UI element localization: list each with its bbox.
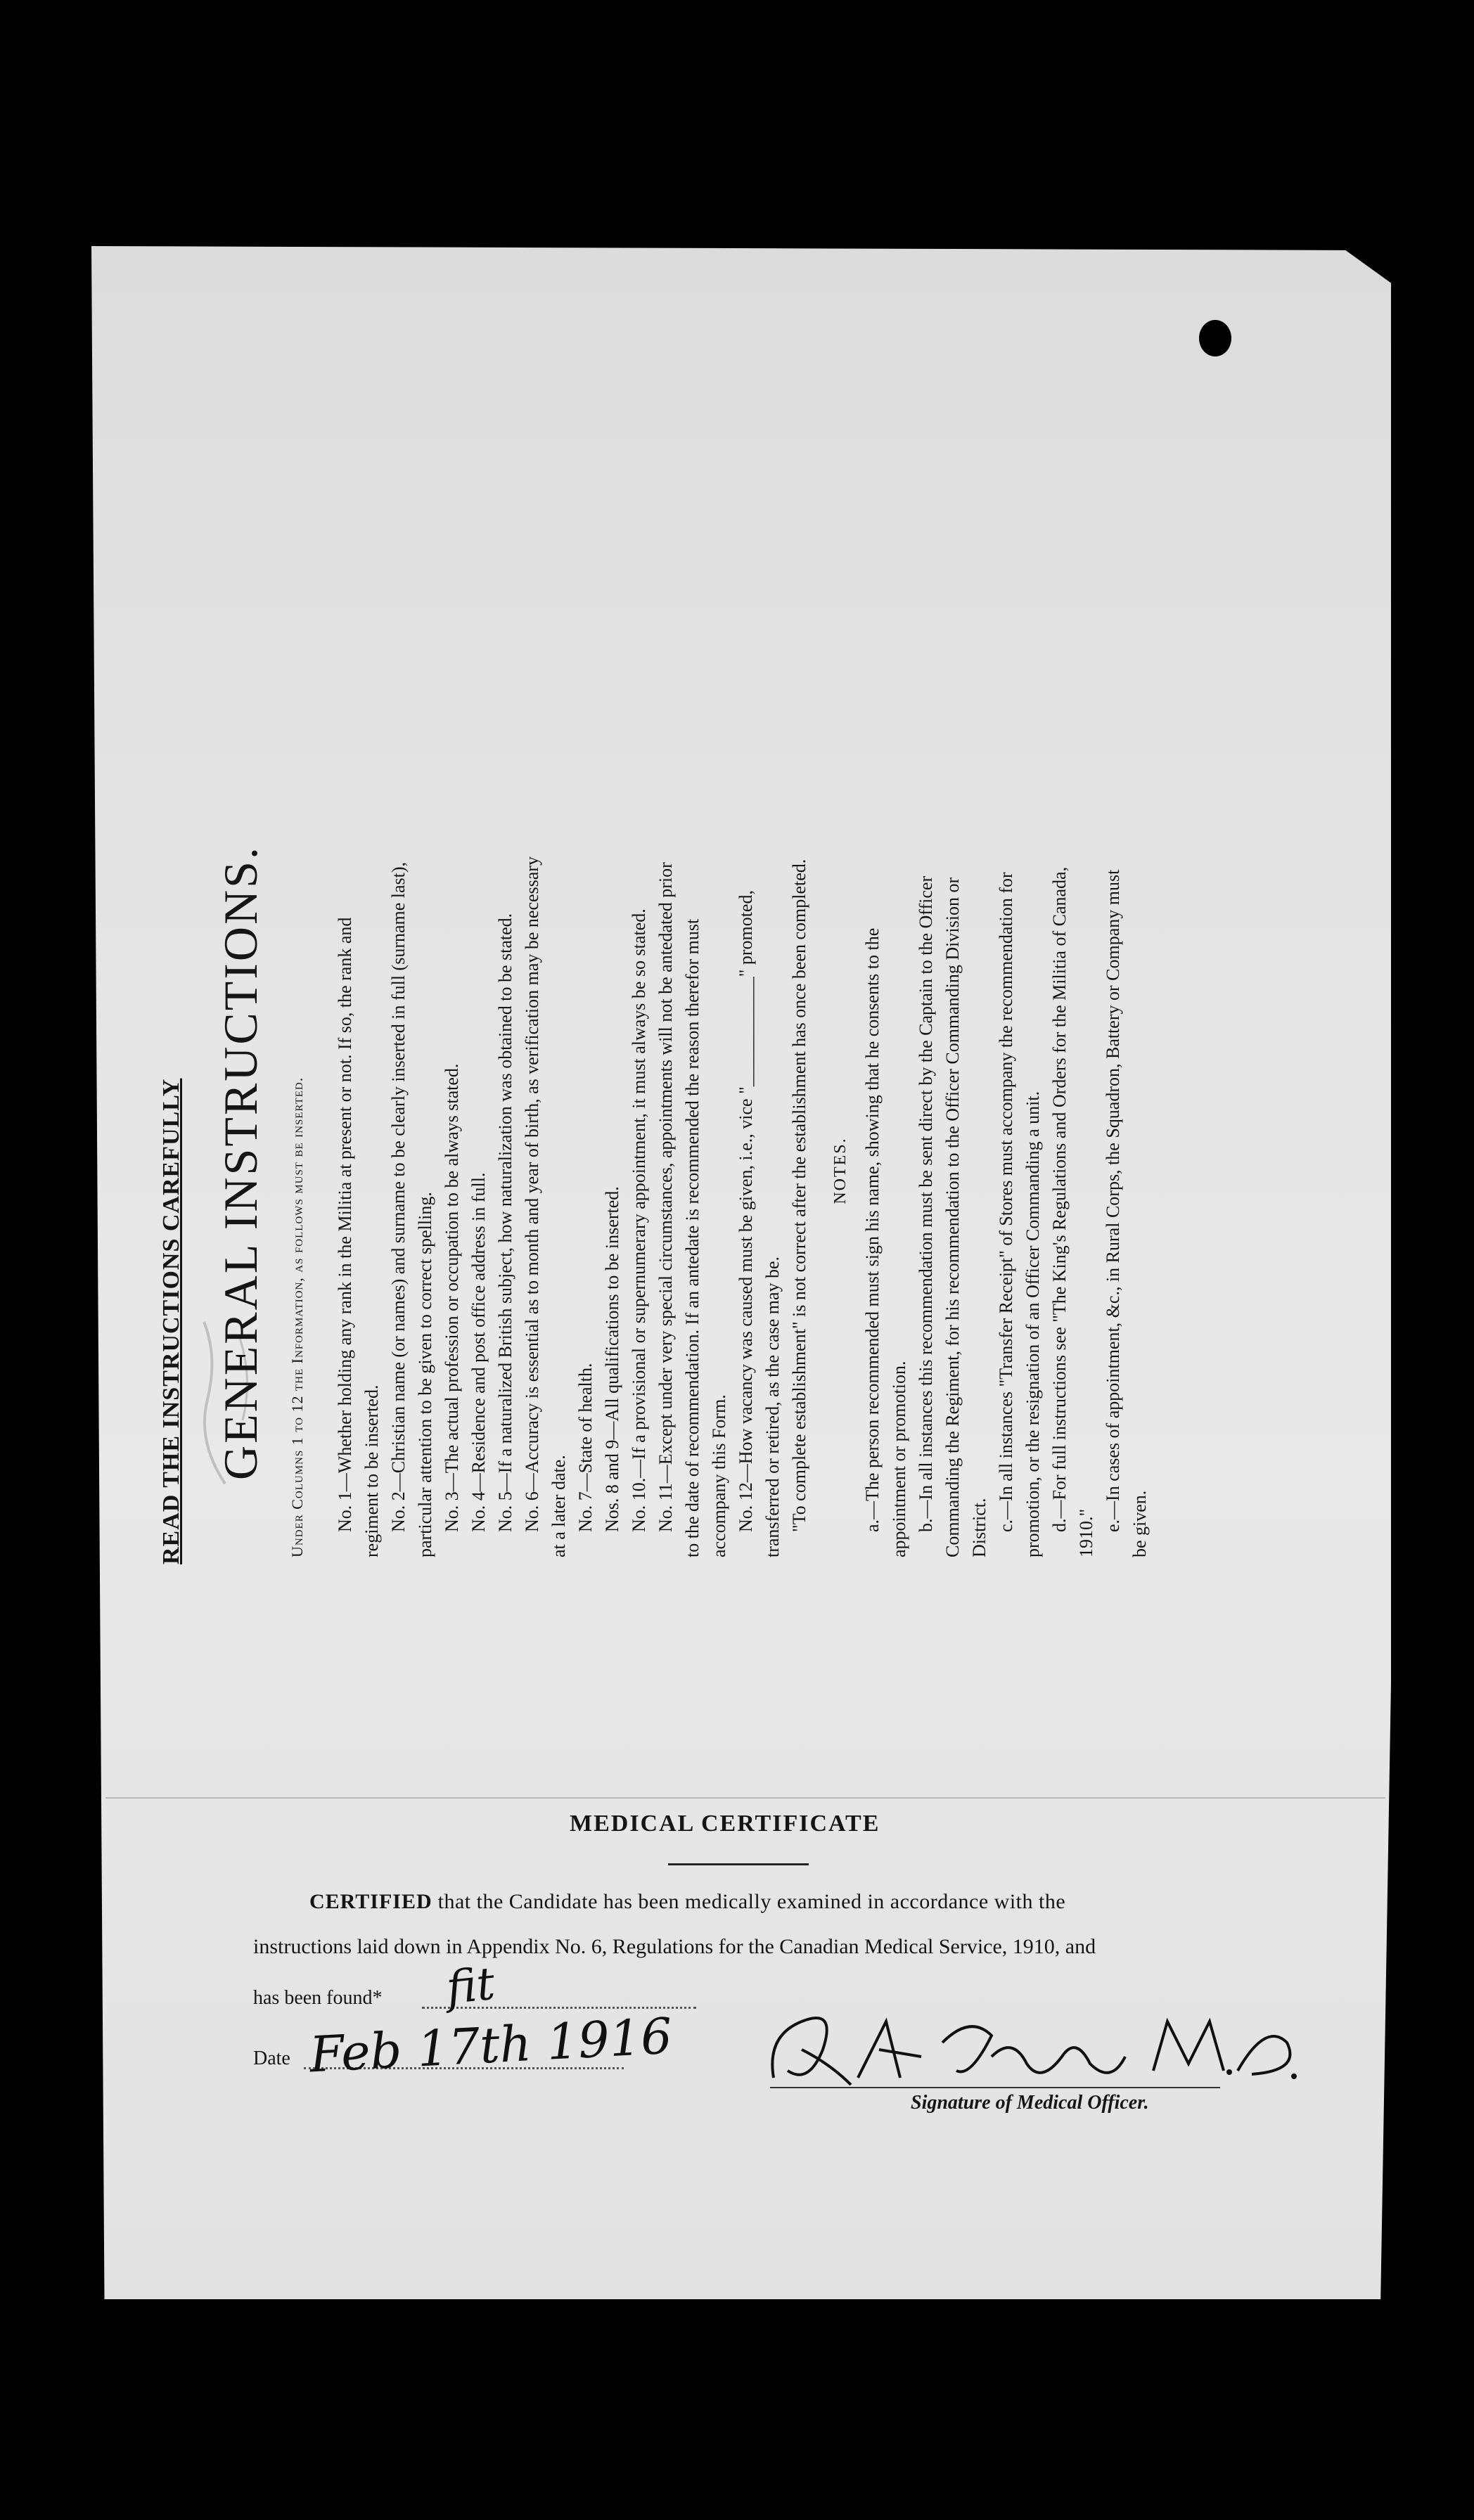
- instruction-item: No. 5—If a naturalized British subject, how naturalization was obtained to be stated.: [495, 913, 515, 1532]
- found-handwritten-value: fit: [444, 1958, 498, 2015]
- section-divider: [105, 1797, 1385, 1799]
- general-instructions-title: GENERAL INSTRUCTIONS.: [214, 845, 267, 1480]
- instruction-item: No. 1—Whether holding any rank in the Militia at present or not. If so, the rank and regiment to be inserted.: [335, 917, 382, 1557]
- note-item: e.—In cases of appointment, &c., in Rural Corps, the Squadron, Battery or Company must be given.: [1103, 869, 1150, 1557]
- title-underline: [668, 1863, 809, 1865]
- instruction-item: No. 3—The actual profession or occupation to be always stated.: [442, 1063, 462, 1532]
- certificate-line-1: [309, 1890, 1252, 1914]
- signature-label: Signature of Medical Officer.: [911, 2092, 1149, 2114]
- note-item: a.—The person recommended must sign his name, showing that he consents to the appointment or promotion.: [862, 927, 909, 1557]
- note-item: d.—For full instructions see "The King's Regulations and Orders for the Militia of Canada, 1910.": [1049, 866, 1096, 1557]
- date-label: Date: [253, 2048, 290, 2069]
- found-label: has been found*: [253, 1987, 383, 2009]
- instruction-item: No. 12—How vacancy was caused must be given, i.e., vice "____________" promoted, transferred or retired, as the case may be.: [736, 890, 783, 1557]
- note-item: c.—In all instances "Transfer Receipt" of Stores must accompany the recommendation for promotion, or the resignation of an Officer Commanding a unit.: [996, 872, 1043, 1557]
- instruction-item: Nos. 8 and 9—All qualifications to be inserted.: [602, 1186, 622, 1532]
- punch-hole: [1199, 320, 1231, 356]
- read-instructions-header: READ THE INSTRUCTIONS CAREFULLY: [158, 1078, 184, 1564]
- certified-word: CERTIFIED: [309, 1890, 432, 1913]
- instruction-item: "To complete establishment" is not correct after the establishment has once been completed.: [789, 859, 809, 1532]
- general-instructions-block: [158, 791, 1150, 1628]
- certificate-line-1-text: that the Candidate has been medically examined in accordance with the: [432, 1890, 1066, 1913]
- instruction-item: No. 4—Residence and post office address in full.: [468, 1172, 489, 1532]
- instruction-item: No. 11—Except under very special circumstances, appointments will not be antedated prior to the date of recommendation. If an antedate is recommended the reason therefor must accompany this Form.: [655, 862, 729, 1557]
- date-handwritten-value: Feb 17th 1916: [308, 2007, 674, 2084]
- medical-certificate-title: MEDICAL CERTIFICATE: [570, 1811, 880, 1837]
- instruction-item: No. 7—State of health.: [575, 1363, 596, 1532]
- note-item: b.—In all instances this recommendation must be sent direct by the Captain to the Officer Commanding the Regiment, for his recommendation to the Officer Commanding Division or District.: [916, 875, 989, 1557]
- instructions-list: [332, 854, 1153, 1557]
- instruction-item: No. 10.—If a provisional or supernumerary appointment, it must always be so stated.: [629, 908, 649, 1532]
- under-columns-line: Under Columns 1 to 12 the Information, as follows must be inserted.: [288, 1076, 306, 1557]
- certificate-line-2: instructions laid down in Appendix No. 6, Regulations for the Canadian Medical Service, 1910, and: [253, 1935, 1096, 1958]
- notes-title: NOTES.: [831, 1137, 850, 1204]
- instruction-item: No. 2—Christian name (or names) and surname to be clearly inserted in full (surname last), particular attention to be given to correct spelling.: [388, 861, 435, 1557]
- instruction-item: No. 6—Accuracy is essential as to month and year of birth, as verification may be necessary at a later date.: [522, 856, 569, 1557]
- medical-officer-signature: [760, 1993, 1308, 2099]
- signature-line: [770, 2087, 1220, 2088]
